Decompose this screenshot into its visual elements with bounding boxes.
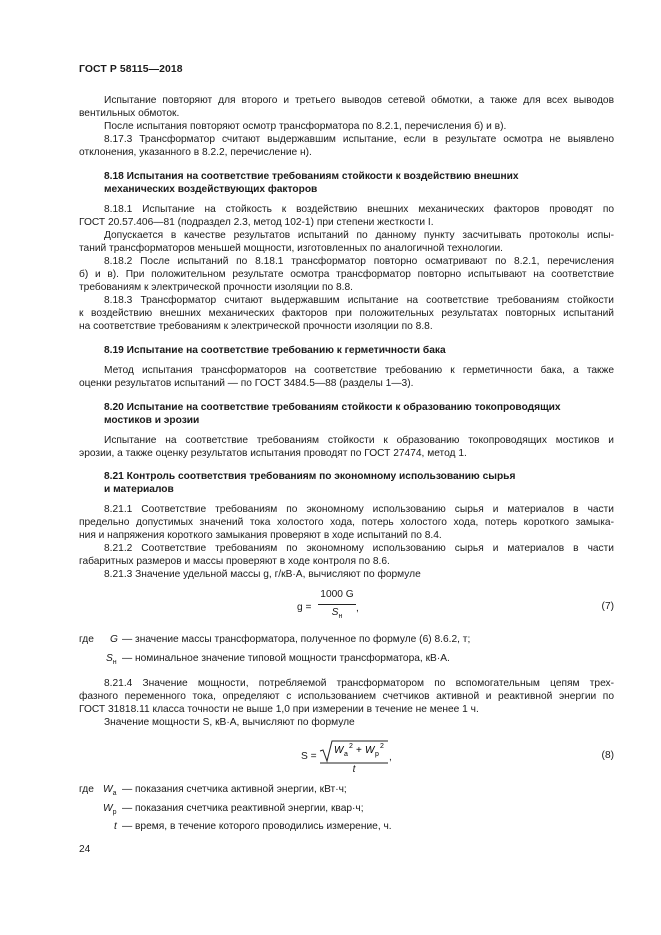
legend-symbol: $W_а$ xyxy=(103,784,117,798)
sqrt-term-wp: W xyxy=(365,745,375,756)
formula-denominator: t xyxy=(352,764,356,775)
text-line: 8.18.2 После испытаний по 8.18.1 трансформатор повторно осматривают по 8.2.1, перечисления xyxy=(104,256,614,267)
formula-comma: , xyxy=(389,752,392,763)
text-line: таний трансформаторов меньшей мощности, изготовленных по аналогичной технологии. xyxy=(79,243,503,254)
formula-lhs: S = xyxy=(301,751,317,762)
legend-symbol: $W_р$ xyxy=(103,803,117,817)
formula-number: (7) xyxy=(601,601,614,612)
text-line: ГОСТ 31818.11 класса точности не выше 1,0 при измерении в течение не менее 1 ч. xyxy=(79,704,479,715)
legend-where: где xyxy=(79,784,94,795)
sqrt-term-wa: W xyxy=(334,745,344,756)
section-heading: и материалов xyxy=(104,484,174,495)
section-heading: 8.21 Контроль соответствия требованиям по экономному использованию сырья xyxy=(104,471,516,482)
section-heading: 8.20 Испытание на соответствие требованиям стойкости к образованию токопроводящих xyxy=(104,402,561,413)
text-line: ГОСТ 20.57.406—81 (подраздел 2.3, метод 102-1) при степени жесткости I. xyxy=(79,217,434,228)
legend-text: — значение массы трансформатора, полученное по формуле (6) 8.6.2, т; xyxy=(122,634,471,645)
fraction-bar xyxy=(318,604,356,605)
formula-lhs: g = xyxy=(297,602,312,613)
text-line: 8.18.3 Трансформатор считают выдержавшим испытание на соответствие требованиям стойкости xyxy=(104,295,614,306)
text-line: предельно допустимых значений тока холостого хода, потерь холостого хода, потерь короткого замыка- xyxy=(79,517,614,528)
sup-2: 2 xyxy=(380,743,384,750)
text-line: Метод испытания трансформаторов на соответствие требованию к герметичности бака, а также xyxy=(104,365,614,376)
text-line: фазного переменного тока, определяют с использованием счетчиков активной и реактивной энергии по xyxy=(79,691,614,702)
text-line: Испытание на соответствие требованиям стойкости к образованию токопроводящих мостиков и xyxy=(104,435,614,446)
formula-number: (8) xyxy=(601,750,614,761)
text-line: габаритных размеров и массы проверяют в ходе контроля по 8.6. xyxy=(79,556,390,567)
text-line: б) и в). При положительном результате осмотра трансформатор повторно испытывают на соответствие xyxy=(79,269,614,280)
sub-a: а xyxy=(344,751,348,758)
legend-symbol: $S_н$ xyxy=(106,653,117,667)
legend-text: — показания счетчика активной энергии, кВт·ч; xyxy=(122,784,347,795)
legend-symbol: G xyxy=(110,634,118,645)
formula-numerator: 1000 G xyxy=(320,589,354,600)
sup-2: 2 xyxy=(349,743,353,750)
text-line: 8.21.4 Значение мощности, потребляемой трансформатором по вспомогательным цепям трех- xyxy=(104,678,614,689)
section-heading: 8.18 Испытания на соответствие требованиям стойкости к воздействию внешних xyxy=(104,171,519,182)
section-heading: механических воздействующих факторов xyxy=(104,184,318,195)
section-heading: 8.19 Испытание на соответствие требованию к герметичности бака xyxy=(104,345,446,356)
formula-denominator: $S_н$ xyxy=(331,607,343,621)
legend-where: где xyxy=(79,634,94,645)
text-line: После испытания повторяют осмотр трансформатора по 8.2.1, перечисления б) и в). xyxy=(104,121,507,132)
text-line: 8.18.1 Испытание на стойкость к воздействию внешних механических факторов проводят по xyxy=(104,204,614,215)
text-line: требованиям к электрической прочности изоляции по 8.8. xyxy=(79,282,354,293)
sub-p: р xyxy=(375,751,379,758)
text-line: отклонения, указанного в 8.2.2, перечисление н). xyxy=(79,147,312,158)
text-line: оценки результатов испытаний — по ГОСТ 3484.5—88 (разделы 1—3). xyxy=(79,378,414,389)
text-line: Испытание повторяют для второго и третьего выводов сетевой обмотки, а также для всех выводов xyxy=(104,95,614,106)
section-heading: мостиков и эрозии xyxy=(104,415,200,426)
text-line: эрозии, а также оценку результатов испытания проводят по ГОСТ 27474, метод 1. xyxy=(79,448,467,459)
text-line: 8.21.1 Соответствие требованиям по экономному использованию сырья и материалов в части xyxy=(104,504,614,515)
page-header: ГОСТ Р 58115—2018 xyxy=(79,64,183,75)
formula-comma: , xyxy=(356,603,359,614)
text-line: Значение мощности S, кВ·А, вычисляют по формуле xyxy=(104,717,355,728)
text-line: вентильных обмоток. xyxy=(79,108,180,119)
text-line: 8.21.3 Значение удельной массы g, г/кВ·А, вычисляют по формуле xyxy=(104,569,421,580)
legend-text: — номинальное значение типовой мощности трансформатора, кВ·А. xyxy=(122,653,450,664)
plus-sign: + xyxy=(356,745,362,756)
text-line: Допускается в качестве результатов испытаний по данному пункту засчитывать протоколы испы- xyxy=(104,230,614,241)
legend-symbol: t xyxy=(114,821,117,832)
text-line: на соответствие требованиям к электрической прочности изоляции по 8.8. xyxy=(79,321,433,332)
text-line: 8.17.3 Трансформатор считают выдержавшим испытание, если в результате осмотра не выявлено xyxy=(104,134,614,145)
text-line: 8.21.2 Соответствие требованиям по экономному использованию сырья и материалов в части xyxy=(104,543,614,554)
page-number: 24 xyxy=(79,844,91,855)
text-line: к воздействию внешних механических факторов при положительных результатах повторных испытаний xyxy=(79,308,614,319)
legend-text: — показания счетчика реактивной энергии, квар·ч; xyxy=(122,803,364,814)
legend-text: — время, в течение которого проводились измерение, ч. xyxy=(122,821,392,832)
text-line: ния и напряжения короткого замыкания проверяют в ходе испытаний по 8.4. xyxy=(79,530,442,541)
